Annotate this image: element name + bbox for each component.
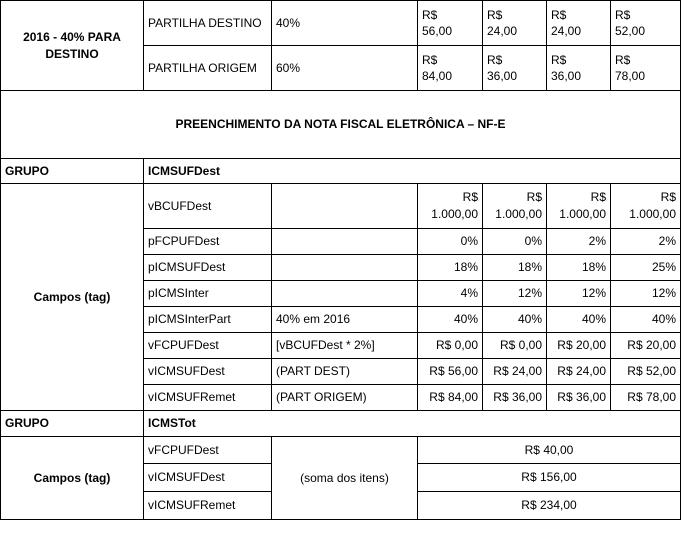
- value-cell: 40%: [547, 307, 611, 333]
- value-cell: R$ 0,00: [483, 333, 547, 359]
- partilha-value-cell: R$ 52,00: [611, 1, 681, 46]
- tag-note: [272, 255, 418, 281]
- campos-label: Campos (tag): [1, 184, 144, 411]
- value-cell: 0%: [418, 229, 483, 255]
- tag-note: [272, 229, 418, 255]
- total-cell: R$ 40,00: [418, 437, 681, 464]
- value-cell: 0%: [483, 229, 547, 255]
- value-cell: R$ 0,00: [418, 333, 483, 359]
- total-cell: R$ 234,00: [418, 492, 681, 520]
- tag-name: pICMSUFDest: [144, 255, 272, 281]
- grupo-label: GRUPO: [1, 159, 144, 184]
- grupo-label: GRUPO: [1, 411, 144, 437]
- partilha-value-cell: R$ 84,00: [418, 46, 483, 91]
- tag-note: (PART DEST): [272, 359, 418, 385]
- value-cell: 40%: [611, 307, 681, 333]
- value-cell: 18%: [547, 255, 611, 281]
- value-cell: 40%: [483, 307, 547, 333]
- tag-note: [vBCUFDest * 2%]: [272, 333, 418, 359]
- tag-name: pICMSInter: [144, 281, 272, 307]
- value-cell: R$ 84,00: [418, 385, 483, 411]
- value-cell: R$ 24,00: [547, 359, 611, 385]
- value-cell: R$ 78,00: [611, 385, 681, 411]
- campos-label: Campos (tag): [1, 437, 144, 520]
- partilha-year-label: 2016 - 40% PARA DESTINO: [1, 1, 144, 91]
- sum-note: (soma dos itens): [272, 437, 418, 520]
- value-cell: 18%: [418, 255, 483, 281]
- tag-name: vICMSUFRemet: [144, 492, 272, 520]
- value-cell: 2%: [611, 229, 681, 255]
- partilha-row-pct: 40%: [272, 1, 418, 46]
- partilha-row-name: PARTILHA ORIGEM: [144, 46, 272, 91]
- value-cell: R$ 36,00: [483, 385, 547, 411]
- value-cell: 4%: [418, 281, 483, 307]
- partilha-value-cell: R$ 36,00: [547, 46, 611, 91]
- value-cell: R$ 56,00: [418, 359, 483, 385]
- partilha-value-cell: R$ 36,00: [483, 46, 547, 91]
- tag-name: vICMSUFRemet: [144, 385, 272, 411]
- partilha-value-cell: R$ 56,00: [418, 1, 483, 46]
- section-title: PREENCHIMENTO DA NOTA FISCAL ELETRÔNICA – NF-E: [1, 91, 681, 159]
- tag-name: vFCPUFDest: [144, 437, 272, 464]
- partilha-row-name: PARTILHA DESTINO: [144, 1, 272, 46]
- grupo-name: ICMSTot: [144, 411, 681, 437]
- value-cell: R$ 1.000,00: [483, 184, 547, 229]
- tag-note: (PART ORIGEM): [272, 385, 418, 411]
- tag-name: vBCUFDest: [144, 184, 272, 229]
- partilha-value-cell: R$ 24,00: [547, 1, 611, 46]
- value-cell: R$ 20,00: [611, 333, 681, 359]
- value-cell: 12%: [547, 281, 611, 307]
- value-cell: R$ 1.000,00: [547, 184, 611, 229]
- tag-note: 40% em 2016: [272, 307, 418, 333]
- value-cell: R$ 20,00: [547, 333, 611, 359]
- partilha-row-pct: 60%: [272, 46, 418, 91]
- value-cell: R$ 24,00: [483, 359, 547, 385]
- partilha-value-cell: R$ 24,00: [483, 1, 547, 46]
- tag-name: pFCPUFDest: [144, 229, 272, 255]
- tag-note: [272, 281, 418, 307]
- tag-note: [272, 184, 418, 229]
- value-cell: 12%: [483, 281, 547, 307]
- value-cell: R$ 1.000,00: [418, 184, 483, 229]
- value-cell: R$ 52,00: [611, 359, 681, 385]
- tag-name: pICMSInterPart: [144, 307, 272, 333]
- value-cell: 40%: [418, 307, 483, 333]
- value-cell: R$ 1.000,00: [611, 184, 681, 229]
- value-cell: R$ 36,00: [547, 385, 611, 411]
- tag-name: vFCPUFDest: [144, 333, 272, 359]
- value-cell: 18%: [483, 255, 547, 281]
- value-cell: 25%: [611, 255, 681, 281]
- total-cell: R$ 156,00: [418, 464, 681, 492]
- tag-name: vICMSUFDest: [144, 359, 272, 385]
- grupo-name: ICMSUFDest: [144, 159, 681, 184]
- partilha-value-cell: R$ 78,00: [611, 46, 681, 91]
- value-cell: 2%: [547, 229, 611, 255]
- tag-name: vICMSUFDest: [144, 464, 272, 492]
- value-cell: 12%: [611, 281, 681, 307]
